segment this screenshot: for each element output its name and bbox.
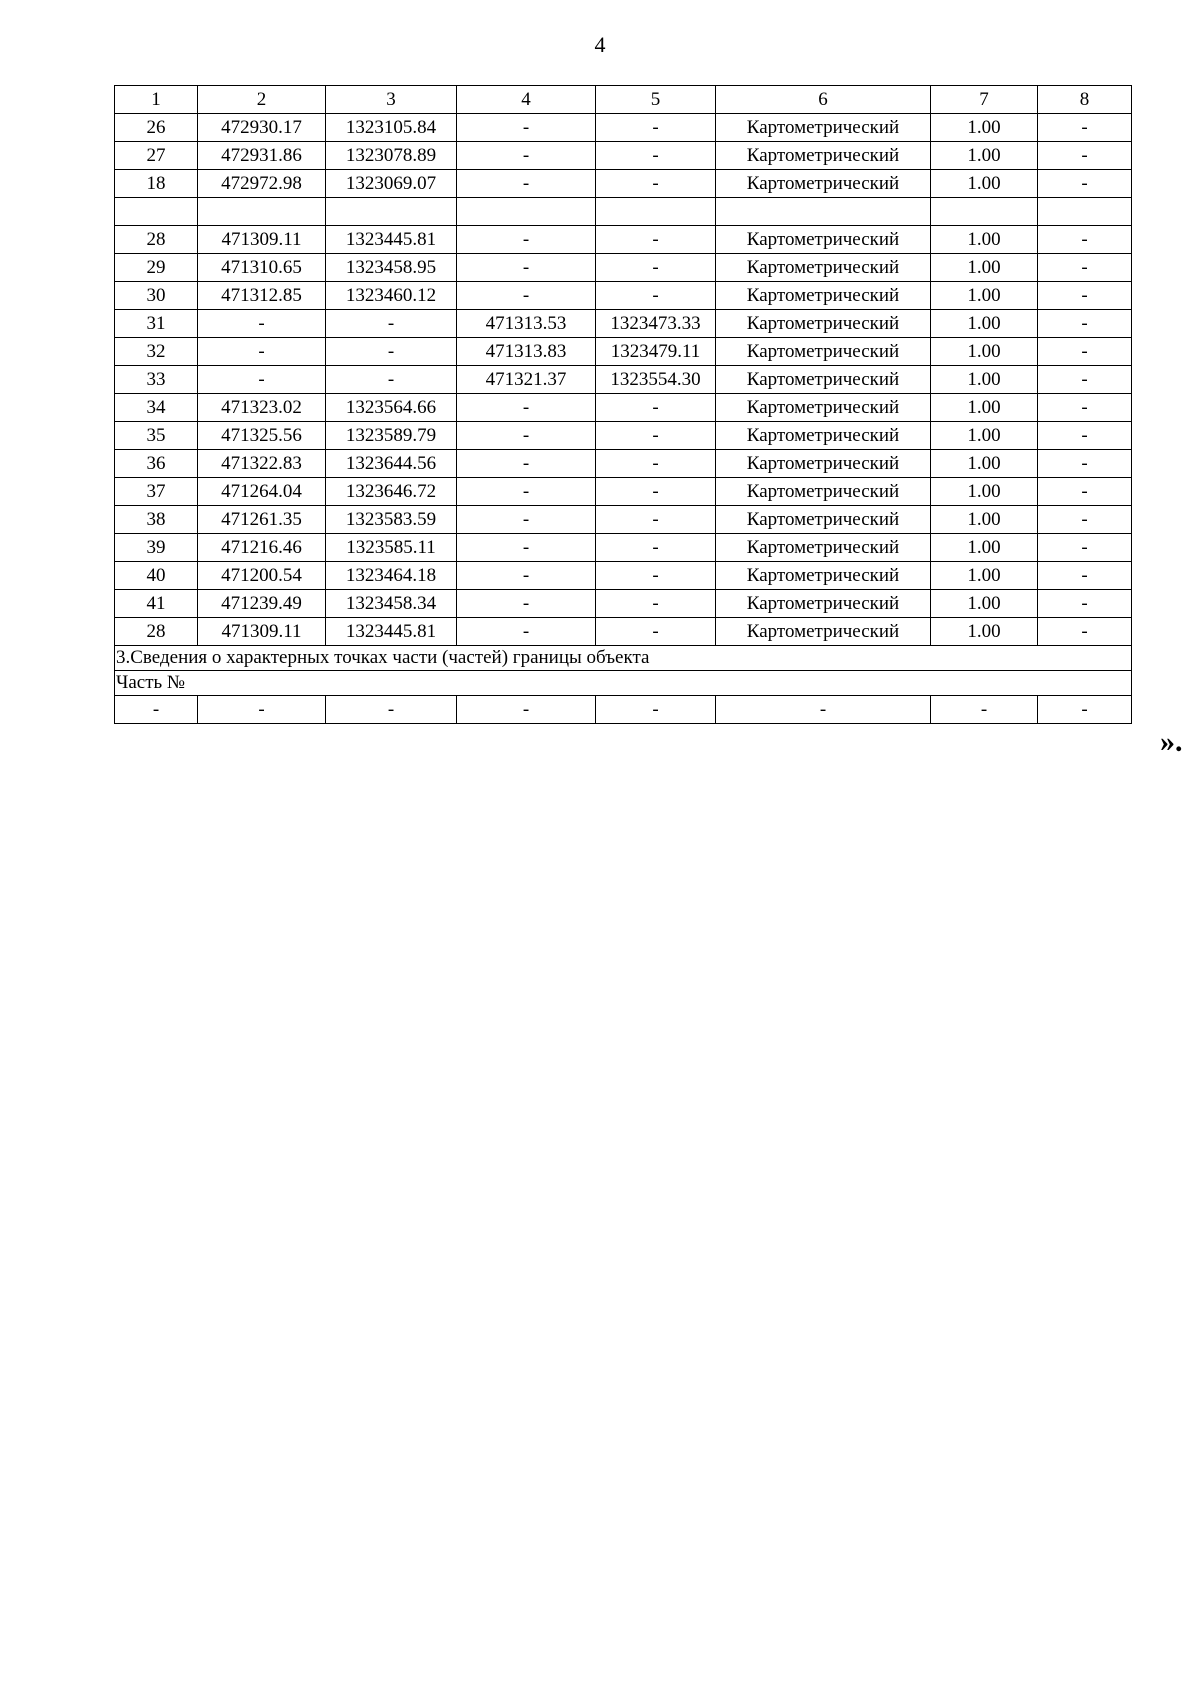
table-cell: Картометрический xyxy=(716,310,931,338)
table-cell: - xyxy=(457,142,596,170)
table-cell: 1.00 xyxy=(931,478,1038,506)
table-cell: 30 xyxy=(115,282,198,310)
header-cell: 7 xyxy=(931,86,1038,114)
table-cell: 1.00 xyxy=(931,394,1038,422)
table-cell: 41 xyxy=(115,590,198,618)
table-cell: - xyxy=(457,170,596,198)
table-cell: - xyxy=(596,254,716,282)
table-cell: 471264.04 xyxy=(198,478,326,506)
closing-quote-mark: ». xyxy=(1160,725,1183,758)
header-cell: 5 xyxy=(596,86,716,114)
table-cell: - xyxy=(596,450,716,478)
table-cell: 1.00 xyxy=(931,338,1038,366)
table-cell: 1323585.11 xyxy=(326,534,457,562)
table-cell: Картометрический xyxy=(716,114,931,142)
table-cell: 36 xyxy=(115,450,198,478)
table-cell: - xyxy=(198,696,326,724)
table-cell: 1.00 xyxy=(931,422,1038,450)
table-cell: - xyxy=(931,696,1038,724)
table-cell: Картометрический xyxy=(716,282,931,310)
table-cell: Картометрический xyxy=(716,450,931,478)
table-cell: 471325.56 xyxy=(198,422,326,450)
table-cell: 471216.46 xyxy=(198,534,326,562)
table-cell: 1323646.72 xyxy=(326,478,457,506)
empty-cell xyxy=(198,198,326,226)
table-cell: Картометрический xyxy=(716,366,931,394)
table-cell: 33 xyxy=(115,366,198,394)
part-number-label: Часть № xyxy=(115,671,1132,696)
table-row xyxy=(115,226,1132,254)
header-cell: 1 xyxy=(115,86,198,114)
table-cell: - xyxy=(596,142,716,170)
table-cell: - xyxy=(1038,562,1132,590)
coordinates-table xyxy=(114,85,1132,724)
empty-cell xyxy=(596,198,716,226)
table-cell: 34 xyxy=(115,394,198,422)
table-row xyxy=(115,562,1132,590)
table-cell: 1.00 xyxy=(931,366,1038,394)
table-cell: 471322.83 xyxy=(198,450,326,478)
table-row xyxy=(115,590,1132,618)
table-cell: 26 xyxy=(115,114,198,142)
table-cell: 471321.37 xyxy=(457,366,596,394)
table-cell: - xyxy=(1038,338,1132,366)
table-cell: 28 xyxy=(115,226,198,254)
table-row xyxy=(115,310,1132,338)
table-cell: 471323.02 xyxy=(198,394,326,422)
table-cell: 1.00 xyxy=(931,114,1038,142)
table-cell: 1.00 xyxy=(931,506,1038,534)
header-cell: 8 xyxy=(1038,86,1132,114)
table-cell: - xyxy=(1038,506,1132,534)
table-cell: 471200.54 xyxy=(198,562,326,590)
table-cell: 1323464.18 xyxy=(326,562,457,590)
table-cell: 1323644.56 xyxy=(326,450,457,478)
table-row xyxy=(115,114,1132,142)
table-cell: 471313.83 xyxy=(457,338,596,366)
table-cell: - xyxy=(1038,450,1132,478)
table-cell: - xyxy=(457,114,596,142)
table-cell: 471261.35 xyxy=(198,506,326,534)
table-cell: 471313.53 xyxy=(457,310,596,338)
table-cell: - xyxy=(198,366,326,394)
table-cell: 1323589.79 xyxy=(326,422,457,450)
table-cell: - xyxy=(457,618,596,646)
table-cell: - xyxy=(1038,590,1132,618)
table-cell: 1323564.66 xyxy=(326,394,457,422)
table-cell: - xyxy=(1038,394,1132,422)
table-cell: - xyxy=(326,310,457,338)
table-cell: 1.00 xyxy=(931,142,1038,170)
table-cell: - xyxy=(596,170,716,198)
table-cell: Картометрический xyxy=(716,338,931,366)
table-cell: - xyxy=(596,114,716,142)
table-cell: 471309.11 xyxy=(198,226,326,254)
table-cell: - xyxy=(596,696,716,724)
table-cell: - xyxy=(457,590,596,618)
table-cell: Картометрический xyxy=(716,254,931,282)
table-cell: - xyxy=(1038,310,1132,338)
table-row xyxy=(115,506,1132,534)
table-cell: Картометрический xyxy=(716,422,931,450)
table-cell: Картометрический xyxy=(716,478,931,506)
table-row xyxy=(115,534,1132,562)
table-cell: 29 xyxy=(115,254,198,282)
part-label-row xyxy=(115,671,1132,696)
table-cell: - xyxy=(457,534,596,562)
section-title-row xyxy=(115,646,1132,671)
table-cell: 1.00 xyxy=(931,282,1038,310)
table-row xyxy=(115,366,1132,394)
table-cell: 1323445.81 xyxy=(326,226,457,254)
table-cell: - xyxy=(596,618,716,646)
table-cell: - xyxy=(115,696,198,724)
header-cell: 2 xyxy=(198,86,326,114)
table-cell: Картометрический xyxy=(716,170,931,198)
table-cell: 1323458.34 xyxy=(326,590,457,618)
table-cell: 32 xyxy=(115,338,198,366)
table-row xyxy=(115,170,1132,198)
table-cell: - xyxy=(596,562,716,590)
table-cell: - xyxy=(1038,226,1132,254)
table-row xyxy=(115,254,1132,282)
table-cell: 37 xyxy=(115,478,198,506)
table-cell: Картометрический xyxy=(716,534,931,562)
empty-cell xyxy=(716,198,931,226)
table-cell: 471310.65 xyxy=(198,254,326,282)
table-cell: 1.00 xyxy=(931,310,1038,338)
table-cell: Картометрический xyxy=(716,618,931,646)
table-cell: - xyxy=(596,506,716,534)
table-cell: 1.00 xyxy=(931,562,1038,590)
section-3-title: 3.Сведения о характерных точках части (частей) границы объекта xyxy=(115,646,1132,671)
table-cell: 1.00 xyxy=(931,450,1038,478)
table-cell: - xyxy=(1038,534,1132,562)
table-cell: - xyxy=(596,422,716,450)
table-cell: 28 xyxy=(115,618,198,646)
table-row xyxy=(115,618,1132,646)
page-number: 4 xyxy=(594,32,606,57)
table-cell: - xyxy=(457,696,596,724)
table-cell: - xyxy=(596,394,716,422)
table-cell: - xyxy=(457,450,596,478)
table-cell: - xyxy=(1038,254,1132,282)
table-row xyxy=(115,478,1132,506)
table-row xyxy=(115,394,1132,422)
table-cell: 1323473.33 xyxy=(596,310,716,338)
table-cell: - xyxy=(457,394,596,422)
table-cell: - xyxy=(326,366,457,394)
table-cell: 472972.98 xyxy=(198,170,326,198)
table-cell: - xyxy=(1038,696,1132,724)
table-cell: - xyxy=(596,282,716,310)
table-cell: - xyxy=(1038,478,1132,506)
empty-cell xyxy=(115,198,198,226)
table-cell: - xyxy=(457,478,596,506)
table-cell: Картометрический xyxy=(716,562,931,590)
header-cell: 6 xyxy=(716,86,931,114)
table-row xyxy=(115,422,1132,450)
table-cell: 1323445.81 xyxy=(326,618,457,646)
table-cell: - xyxy=(198,338,326,366)
table-row xyxy=(115,282,1132,310)
table-row xyxy=(115,696,1132,724)
table-cell: - xyxy=(1038,170,1132,198)
empty-cell xyxy=(457,198,596,226)
table-cell: 35 xyxy=(115,422,198,450)
table-cell: - xyxy=(1038,618,1132,646)
table-cell: - xyxy=(596,226,716,254)
table-cell: 1.00 xyxy=(931,590,1038,618)
header-cell: 3 xyxy=(326,86,457,114)
table-cell: 1323078.89 xyxy=(326,142,457,170)
table-cell: 1323460.12 xyxy=(326,282,457,310)
table-cell: - xyxy=(457,254,596,282)
table-cell: - xyxy=(457,226,596,254)
table-cell: - xyxy=(1038,142,1132,170)
table-cell: - xyxy=(457,506,596,534)
table-cell: 1323554.30 xyxy=(596,366,716,394)
table-cell: - xyxy=(1038,366,1132,394)
table-cell: 471309.11 xyxy=(198,618,326,646)
table-cell: 471312.85 xyxy=(198,282,326,310)
table-cell: 1323458.95 xyxy=(326,254,457,282)
table-cell: - xyxy=(326,338,457,366)
table-cell: - xyxy=(457,282,596,310)
table-cell: Картометрический xyxy=(716,506,931,534)
table-cell: - xyxy=(457,562,596,590)
table-cell: - xyxy=(1038,114,1132,142)
table-cell: - xyxy=(596,478,716,506)
table-cell: - xyxy=(1038,282,1132,310)
blank-separator-row xyxy=(115,198,1132,226)
table-cell: 27 xyxy=(115,142,198,170)
table-cell: 1.00 xyxy=(931,618,1038,646)
table-cell: Картометрический xyxy=(716,226,931,254)
table-cell: - xyxy=(326,696,457,724)
table-cell: 472931.86 xyxy=(198,142,326,170)
table-cell: - xyxy=(198,310,326,338)
table-cell: - xyxy=(596,590,716,618)
table-cell: 38 xyxy=(115,506,198,534)
table-cell: 472930.17 xyxy=(198,114,326,142)
table-cell: 1323479.11 xyxy=(596,338,716,366)
table-row xyxy=(115,450,1132,478)
table-cell: - xyxy=(457,422,596,450)
table-cell: 40 xyxy=(115,562,198,590)
empty-cell xyxy=(1038,198,1132,226)
table-cell: 1323069.07 xyxy=(326,170,457,198)
table-cell: 1.00 xyxy=(931,534,1038,562)
empty-cell xyxy=(326,198,457,226)
header-cell: 4 xyxy=(457,86,596,114)
table-cell: 1323583.59 xyxy=(326,506,457,534)
table-cell: - xyxy=(596,534,716,562)
table-cell: 1.00 xyxy=(931,170,1038,198)
table-cell: 1323105.84 xyxy=(326,114,457,142)
table-cell: - xyxy=(1038,422,1132,450)
table-cell: 39 xyxy=(115,534,198,562)
empty-cell xyxy=(931,198,1038,226)
table-cell: Картометрический xyxy=(716,394,931,422)
header-row xyxy=(115,86,1132,114)
table-cell: 18 xyxy=(115,170,198,198)
table-cell: 31 xyxy=(115,310,198,338)
table-cell: 471239.49 xyxy=(198,590,326,618)
table-row xyxy=(115,338,1132,366)
table-cell: Картометрический xyxy=(716,142,931,170)
table-cell: - xyxy=(716,696,931,724)
table-cell: Картометрический xyxy=(716,590,931,618)
table-row xyxy=(115,142,1132,170)
table-cell: 1.00 xyxy=(931,226,1038,254)
table-cell: 1.00 xyxy=(931,254,1038,282)
